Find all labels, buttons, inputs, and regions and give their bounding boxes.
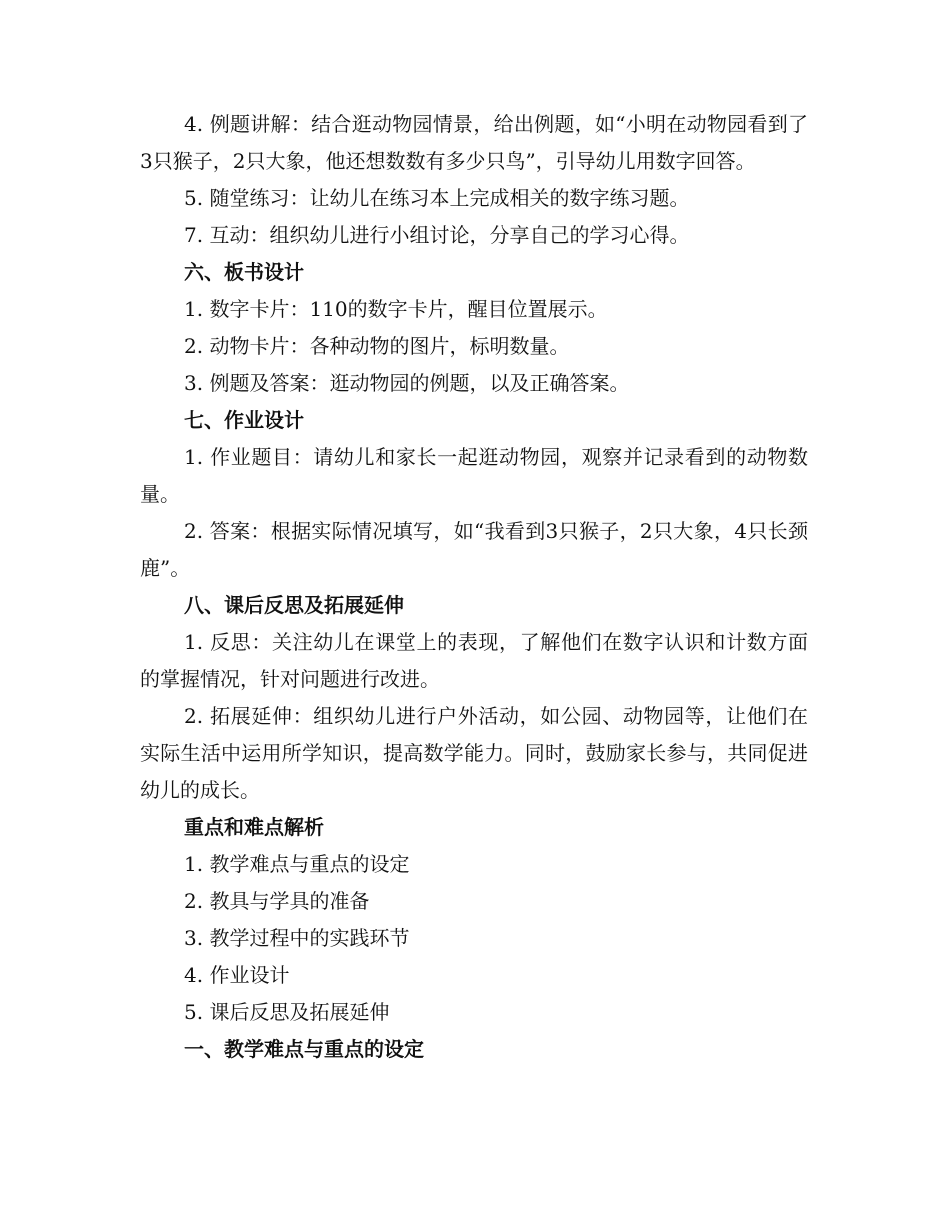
paragraph-interaction: 7. 互动：组织幼儿进行小组讨论，分享自己的学习心得。 — [184, 223, 690, 247]
list-item-key-point-4: 4. 作业设计 — [184, 963, 290, 987]
list-item-key-point-1: 1. 教学难点与重点的设定 — [184, 852, 410, 876]
list-item-key-point-5: 5. 课后反思及拓展延伸 — [184, 1000, 390, 1024]
list-item-key-point-3: 3. 教学过程中的实践环节 — [184, 926, 410, 950]
section-heading-reflection-extension: 八、课后反思及拓展延伸 — [184, 593, 404, 617]
section-heading-homework-design: 七、作业设计 — [184, 408, 304, 432]
paragraph-example-explanation: 4. 例题讲解：结合逛动物园情景，给出例题，如“小明在动物园看到了3只猴子，2只大象，他还想数数有多少只鸟”，引导幼儿用数字回答。 — [140, 112, 808, 173]
paragraph-animal-cards: 2. 动物卡片：各种动物的图片，标明数量。 — [184, 334, 570, 358]
paragraph-classroom-practice: 5. 随堂练习：让幼儿在练习本上完成相关的数字练习题。 — [184, 186, 690, 210]
paragraph-homework-answer: 2. 答案：根据实际情况填写，如“我看到3只猴子，2只大象，4只长颈鹿”。 — [140, 519, 808, 580]
paragraph-examples-answers: 3. 例题及答案：逛动物园的例题，以及正确答案。 — [184, 371, 630, 395]
list-item-key-point-2: 2. 教具与学具的准备 — [184, 889, 370, 913]
section-heading-teaching-difficulty: 一、教学难点与重点的设定 — [184, 1037, 424, 1061]
paragraph-number-cards: 1. 数字卡片：110的数字卡片，醒目位置展示。 — [184, 297, 608, 321]
document-body — [140, 106, 808, 1068]
paragraph-homework-topic: 1. 作业题目：请幼儿和家长一起逛动物园，观察并记录看到的动物数量。 — [140, 445, 808, 506]
paragraph-reflection: 1. 反思：关注幼儿在课堂上的表现，了解他们在数字认识和计数方面的掌握情况，针对问题进行改进。 — [140, 630, 808, 691]
section-heading-blackboard-design: 六、板书设计 — [184, 260, 304, 284]
paragraph-extension: 2. 拓展延伸：组织幼儿进行户外活动，如公园、动物园等，让他们在实际生活中运用所学知识，提高数学能力。同时，鼓励家长参与，共同促进幼儿的成长。 — [140, 704, 808, 802]
section-heading-key-difficult-points: 重点和难点解析 — [184, 815, 324, 839]
